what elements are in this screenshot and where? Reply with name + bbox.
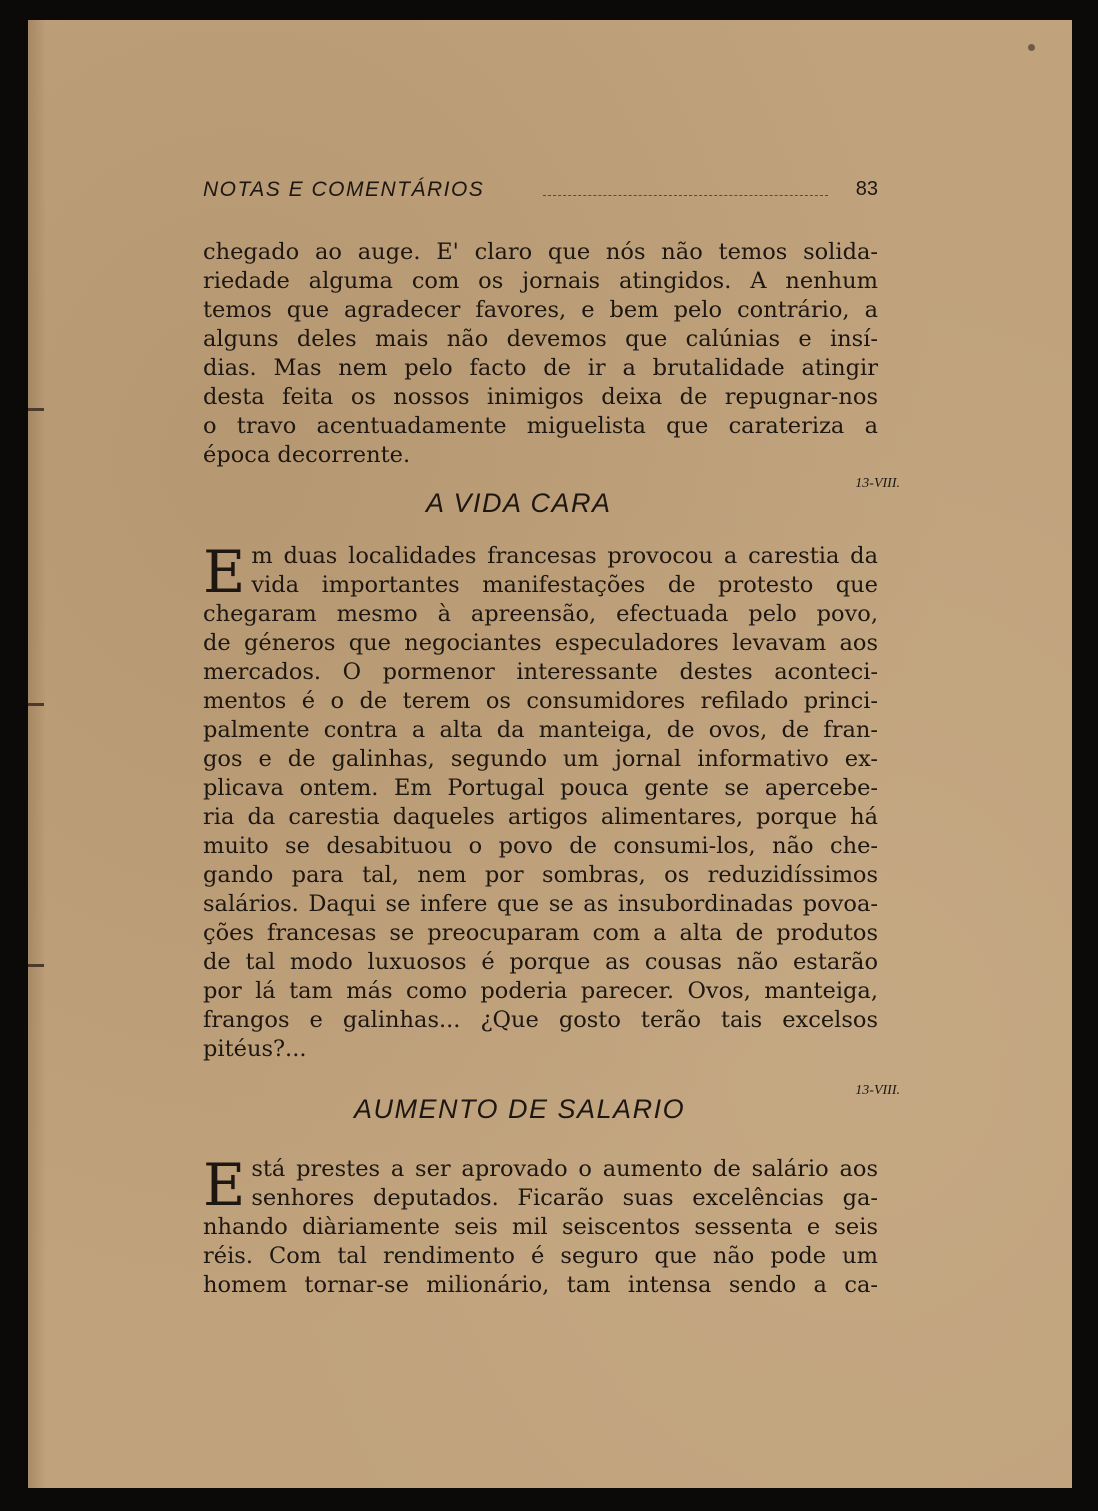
- aumento-paragraph: [203, 1151, 878, 1300]
- text-line: dias. Mas nem pelo facto de ir a brutalidade atingir: [203, 355, 878, 381]
- text-line: gando para tal, nem por sombras, os reduzidíssimos: [203, 862, 878, 888]
- text-line: gos e de galinhas, segundo um jornal informativo ex-: [203, 746, 878, 772]
- margin-mark: [28, 703, 44, 706]
- text-line: salários. Daqui se infere que se as insubordinadas povoa-: [203, 891, 878, 917]
- text-line: plicava ontem. Em Portugal pouca gente se apercebe-: [203, 775, 878, 801]
- text-line: de géneros que negociantes especuladores levavam aos: [203, 630, 878, 656]
- text-line: mentos é o de terem os consumidores refilado princi-: [203, 688, 878, 714]
- text-line: m duas localidades francesas provocou a carestia da: [251, 543, 878, 569]
- margin-mark: [28, 408, 44, 411]
- text-line: desta feita os nossos inimigos deixa de repugnar-nos: [203, 384, 878, 410]
- text-line: riedade alguma com os jornais atingidos. A nenhum: [203, 268, 878, 294]
- page-number: 83: [855, 178, 878, 200]
- ink-spot: [1028, 44, 1035, 51]
- text-line: chegado ao auge. E' claro que nós não temos solida-: [203, 239, 878, 265]
- vida-cara-paragraph: [203, 538, 878, 1064]
- text-line: o travo acentuadamente miguelista que carateriza a: [203, 413, 878, 439]
- text-line: alguns deles mais não devemos que calúnias e insí-: [203, 326, 878, 352]
- text-line: temos que agradecer favores, e bem pelo contrário, a: [203, 297, 878, 323]
- section-date: 13-VIII.: [855, 1083, 900, 1098]
- text-line: nhando diàriamente seis mil seiscentos sessenta e seis: [203, 1214, 878, 1240]
- text-line: palmente contra a alta da manteiga, de ovos, de fran-: [203, 717, 878, 743]
- text-line: pitéus?...: [203, 1036, 307, 1062]
- text-line: stá prestes a ser aprovado o aumento de salário aos: [251, 1156, 878, 1182]
- text-line: homem tornar-se milionário, tam intensa sendo a ca-: [203, 1272, 878, 1298]
- text-line: ria da carestia daqueles artigos alimentares, porque há: [203, 804, 878, 830]
- text-line: época decorrente.: [203, 442, 411, 468]
- continuation-paragraph: [203, 238, 878, 470]
- section-heading: A VIDA CARA: [426, 488, 612, 518]
- text-line: de tal modo luxuosos é porque as cousas não estarão: [203, 949, 878, 975]
- running-head: [203, 178, 878, 208]
- running-title: NOTAS E COMENTÁRIOS: [203, 178, 485, 201]
- text-line: réis. Com tal rendimento é seguro que não pode um: [203, 1243, 878, 1269]
- text-line: muito se desabituou o povo de consumi-los, não che-: [203, 833, 878, 859]
- text-line: mercados. O pormenor interessante destes aconteci-: [203, 659, 878, 685]
- text-line: frangos e galinhas... ¿Que gosto terão tais excelsos: [203, 1007, 878, 1033]
- drop-cap: E: [203, 1151, 246, 1219]
- text-line: por lá tam más como poderia parecer. Ovos, manteiga,: [203, 978, 878, 1004]
- section-date: 13-VIII.: [855, 476, 900, 491]
- text-line: vida importantes manifestações de protesto que: [251, 572, 878, 598]
- drop-cap: E: [203, 538, 246, 606]
- text-line: ções francesas se preocuparam com a alta de produtos: [203, 920, 878, 946]
- header-rule: [543, 195, 828, 196]
- text-line: chegaram mesmo à apreensão, efectuada pelo povo,: [203, 601, 878, 627]
- margin-mark: [28, 964, 44, 967]
- section-heading: AUMENTO DE SALARIO: [354, 1094, 686, 1124]
- book-page: [28, 20, 1072, 1488]
- text-line: senhores deputados. Ficarão suas excelências ga-: [251, 1185, 878, 1211]
